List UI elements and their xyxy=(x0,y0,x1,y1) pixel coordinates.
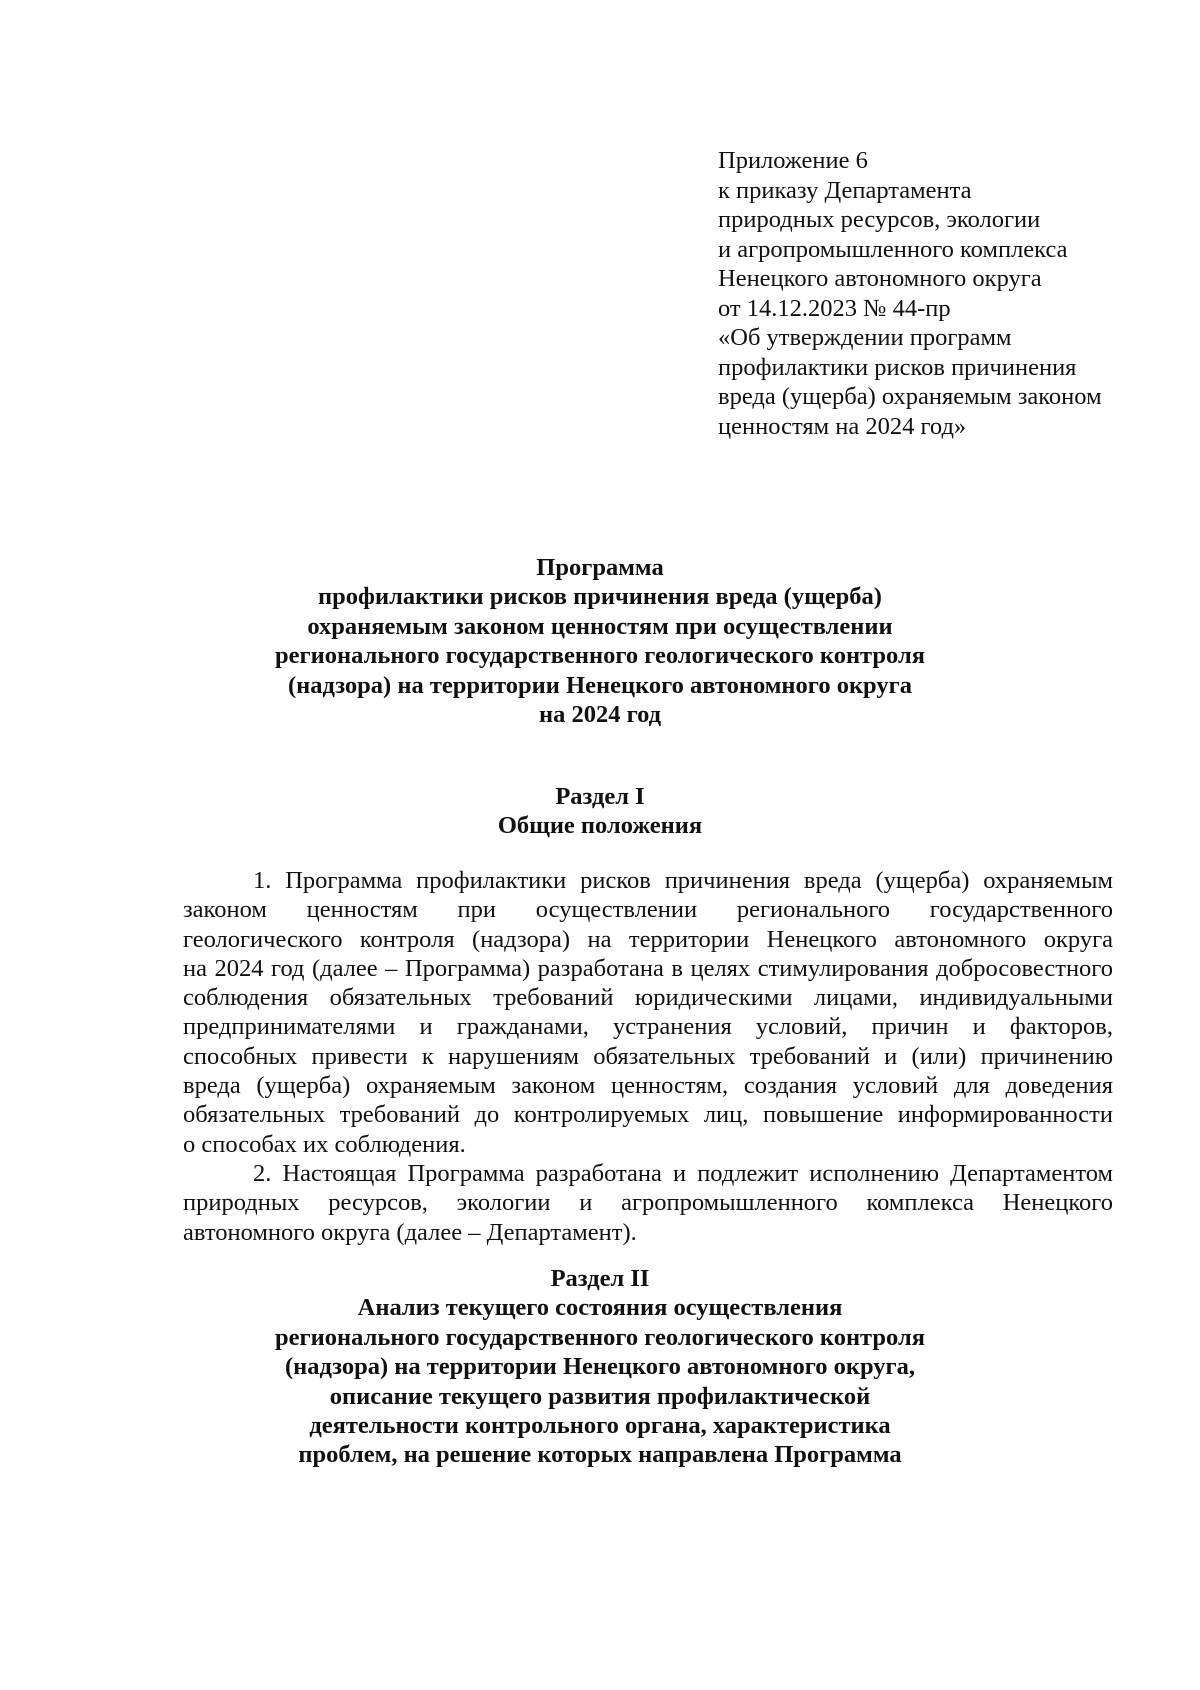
appendix-line: «Об утверждении программ xyxy=(718,324,1012,351)
appendix-line: Ненецкого автономного округа xyxy=(718,265,1042,292)
section-2-name-line: описание текущего развития профилактической xyxy=(329,1382,871,1410)
appendix-note xyxy=(718,146,1158,441)
appendix-line: к приказу Департамента xyxy=(718,176,972,204)
paragraph-2-line: природных ресурсов, экологии и агропромышленного комплекса Ненецкого xyxy=(183,1189,1113,1217)
title-line: Программа xyxy=(536,554,664,581)
appendix-line: вреда (ущерба) охраняемым законом xyxy=(718,383,1102,410)
paragraph-2-line: автономного округа (далее – Департамент). xyxy=(183,1218,637,1246)
section-2-name-line: (надзора) на территории Ненецкого автономного округа, xyxy=(284,1353,916,1381)
section-2-number: Раздел II xyxy=(550,1265,650,1292)
appendix-line: от 14.12.2023 № 44-пр xyxy=(718,294,951,322)
title-line: на 2024 год xyxy=(538,701,662,729)
paragraph-1-line: соблюдения обязательных требований юридическими лицами, индивидуальными xyxy=(183,984,1113,1012)
paragraph-1-line: на 2024 год (далее – Программа) разработана в целях стимулирования добросовестного xyxy=(183,954,1113,982)
paragraph-1-line: способных привести к нарушениям обязательных требований и (или) причинению xyxy=(183,1042,1113,1070)
appendix-line: Приложение 6 xyxy=(718,147,868,174)
paragraph-1-line: предпринимателями и гражданами, устранения условий, причин и факторов, xyxy=(183,1013,1113,1041)
appendix-line: природных ресурсов, экологии xyxy=(718,206,1041,233)
appendix-line: профилактики рисков причинения xyxy=(718,353,1077,381)
document-title xyxy=(0,553,1200,729)
appendix-line: и агропромышленного комплекса xyxy=(718,235,1068,263)
section-2-name-line: Анализ текущего состояния осуществления xyxy=(357,1294,843,1322)
paragraph-1-line: 1. Программа профилактики рисков причинения вреда (ущерба) охраняемым xyxy=(253,867,1113,894)
section-1-name: Общие положения xyxy=(497,812,703,840)
paragraph-1-line: обязательных требований до контролируемых лиц, повышение информированности xyxy=(183,1101,1113,1129)
section-1-body xyxy=(183,866,1113,1247)
paragraph-2-line: 2. Настоящая Программа разработана и подлежит исполнению Департаментом xyxy=(253,1159,1113,1187)
section-1-number: Раздел I xyxy=(555,783,645,810)
appendix-line: ценностям на 2024 год» xyxy=(718,412,967,440)
title-line: охраняемым законом ценностям при осуществлении xyxy=(307,612,893,640)
paragraph-1-line: геологического контроля (надзора) на территории Ненецкого автономного округа xyxy=(183,925,1113,953)
title-line: (надзора) на территории Ненецкого автономного округа xyxy=(288,671,912,699)
section-1-heading xyxy=(0,782,1200,841)
title-line: регионального государственного геологического контроля xyxy=(275,642,925,670)
section-2-heading xyxy=(0,1264,1200,1470)
section-2-name-line: деятельности контрольного органа, характеристика xyxy=(309,1412,891,1440)
paragraph-1-line: законом ценностям при осуществлении регионального государственного xyxy=(183,896,1113,924)
section-2-name-line: регионального государственного геологического контроля xyxy=(275,1323,925,1351)
paragraph-1-line: вреда (ущерба) охраняемым законом ценностям, создания условий для доведения xyxy=(183,1072,1113,1100)
title-line: профилактики рисков причинения вреда (ущерба) xyxy=(318,583,882,611)
section-2-name-line: проблем, на решение которых направлена Программа xyxy=(298,1441,902,1469)
paragraph-1-line: о способах их соблюдения. xyxy=(183,1130,466,1158)
